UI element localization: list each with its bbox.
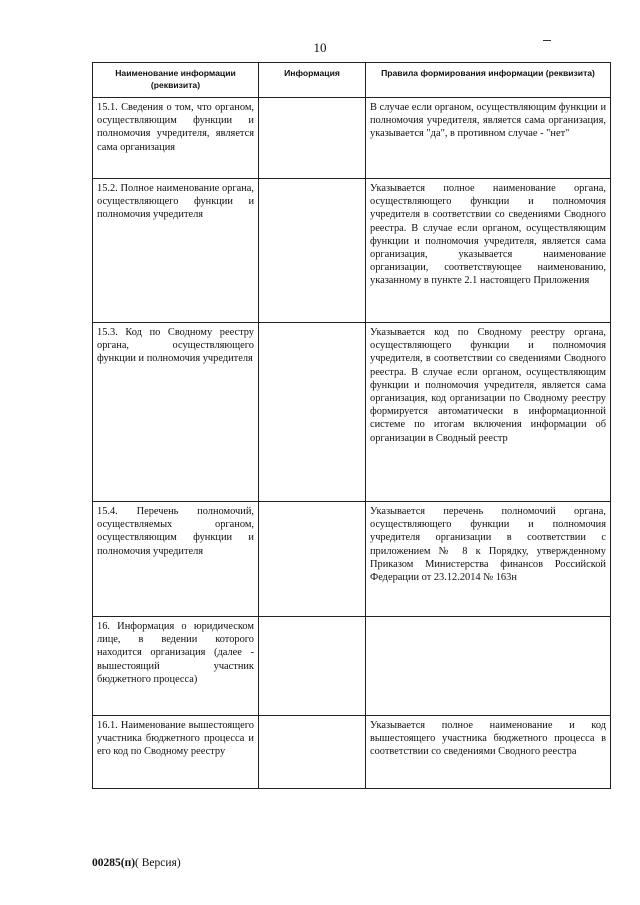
row-info-cell	[259, 98, 366, 179]
document-code: 00285(п)	[92, 857, 136, 869]
row-info-cell	[259, 716, 366, 789]
row-rule-cell: Указывается полное наименование органа, осуществляющего функции и полномочия учредителя в соответствии со сведениями Сводного реестра. В случае если органом, осуществляющим функции и полномочия учредителя, является сама организация, указывается наименование организации, соответствующее наименованию, указанному в пункте 2.1 настоящего Приложения	[366, 179, 611, 323]
header-name: Наименование информации (реквизита)	[93, 63, 259, 98]
row-rule-cell: В случае если органом, осуществляющим функции и полномочия учредителя, является сама организация, указывается "да", в противном случае - "нет"	[366, 98, 611, 179]
row-rule-cell: Указывается код по Сводному реестру органа, осуществляющего функции и полномочия учредителя, в соответствии со сведениями Сводного реестра. В случае если органом, осуществляющим функции и полномочия учредителя, является сама организация, код организации по Сводному реестру формируется автоматически в информационной системе по итогам включения информации об организации в Сводный реестр	[366, 323, 611, 502]
row-name-cell: 15.4. Перечень полномочий, осуществляемых органом, осуществляющим функции и полномочия учредителя	[93, 502, 259, 617]
row-rule-cell: Указывается перечень полномочий органа, осуществляющего функции и полномочия учредителя организации в соответствии с приложением № 8 к Порядку, утвержденному Приказом Министерства финансов Российской Федерации от 23.12.2014 № 163н	[366, 502, 611, 617]
table-row	[93, 617, 611, 716]
row-rule-cell: Указывается полное наименование и код вышестоящего участника бюджетного процесса в соответствии со сведениями Сводного реестра	[366, 716, 611, 789]
requisites-table	[92, 62, 611, 789]
margin-mark	[543, 40, 551, 41]
table-row	[93, 716, 611, 789]
row-name-cell: 15.1. Сведения о том, что органом, осуществляющим функции и полномочия учредителя, является сама организация	[93, 98, 259, 179]
row-name-cell: 15.2. Полное наименование органа, осуществляющего функции и полномочия учредителя	[93, 179, 259, 323]
header-rules: Правила формирования информации (реквизита)	[366, 63, 611, 98]
row-name-cell: 15.3. Код по Сводному реестру органа, осуществляющего функции и полномочия учредителя	[93, 323, 259, 502]
row-rule-cell	[366, 617, 611, 716]
header-information: Информация	[259, 63, 366, 98]
row-info-cell	[259, 323, 366, 502]
document-footer	[92, 857, 181, 869]
table-row	[93, 98, 611, 179]
document-version: ( Версия)	[135, 857, 181, 869]
row-info-cell	[259, 617, 366, 716]
table-row	[93, 179, 611, 323]
table-header-row	[93, 63, 611, 98]
table-row	[93, 323, 611, 502]
row-info-cell	[259, 179, 366, 323]
page-number: 10	[313, 40, 327, 55]
row-name-cell: 16. Информация о юридическом лице, в ведении которого находится организация (далее - вышестоящий участник бюджетного процесса)	[93, 617, 259, 716]
row-name-cell: 16.1. Наименование вышестоящего участника бюджетного процесса и его код по Сводному реестру	[93, 716, 259, 789]
row-info-cell	[259, 502, 366, 617]
table-row	[93, 502, 611, 617]
